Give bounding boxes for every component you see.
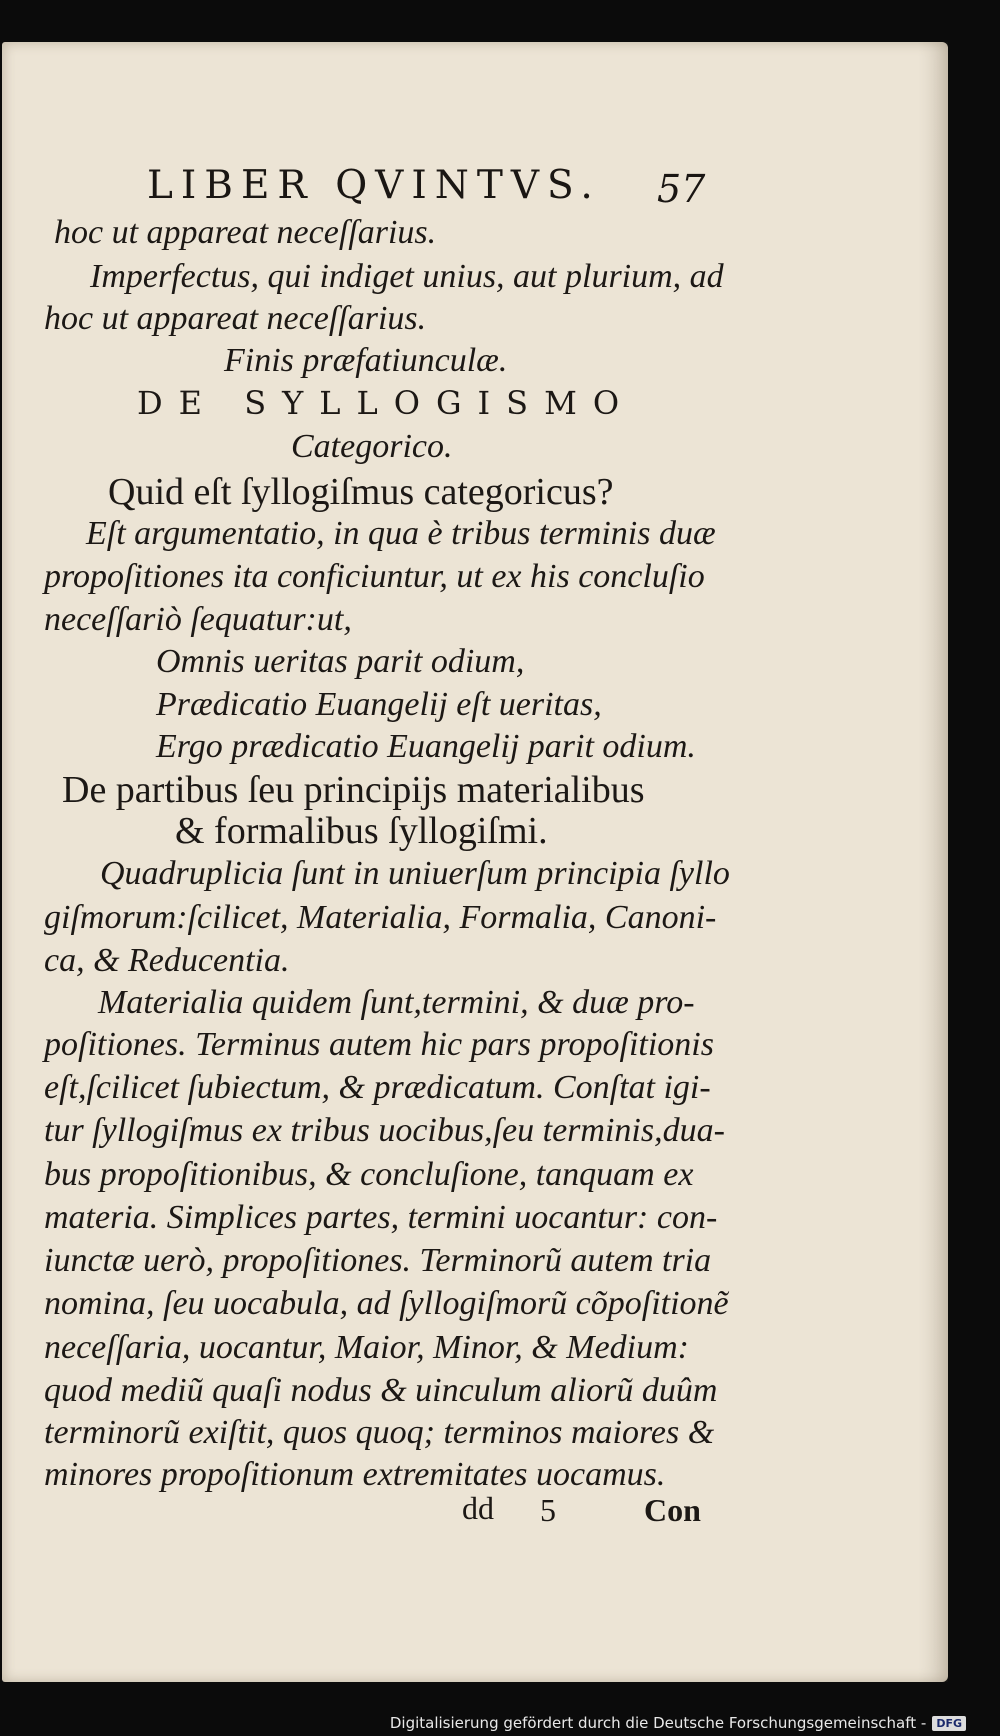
text-line: ca, & Reducentia. — [44, 942, 290, 979]
question-heading: Quid eſt ſyllogiſmus categoricus? — [108, 471, 614, 513]
section-heading: DE SYLLOGISMO — [137, 384, 636, 422]
text-line: giſmorum:ſcilicet, Materialia, Formalia, Canoni- — [44, 899, 717, 936]
subsection-heading: & formalibus ſyllogiſmi. — [175, 810, 548, 852]
text-line: propoſitiones ita conficiuntur, ut ex his concluſio — [44, 558, 705, 595]
text-line: minores propoſitionum extremitates uocamus. — [44, 1456, 666, 1493]
text-line: terminorũ exiſtit, quos quoq; terminos maiores & — [44, 1414, 715, 1451]
text-line: poſitiones. Terminus autem hic pars propoſitionis — [44, 1026, 714, 1063]
text-line: Materialia quidem ſunt,termini, & duæ pro- — [98, 984, 695, 1021]
catchword: Con — [644, 1492, 701, 1528]
dfg-logo: DFG — [932, 1716, 966, 1731]
signature-number: 5 — [540, 1492, 556, 1528]
text-line: eſt,ſcilicet ſubiectum, & prædicatum. Conſtat igi- — [44, 1069, 711, 1106]
book-page — [2, 42, 948, 1682]
text-line: hoc ut appareat neceſſarius. — [54, 214, 437, 251]
text-line: Finis præfatiunculæ. — [224, 342, 508, 379]
text-line: Imperfectus, qui indiget unius, aut plurium, ad — [90, 258, 724, 295]
text-line: quod mediũ quaſi nodus & uinculum aliorũ duûm — [44, 1372, 718, 1409]
text-line: bus propoſitionibus, & concluſione, tanquam ex — [44, 1156, 694, 1193]
page-number: 57 — [657, 167, 706, 211]
signature-mark: dd — [462, 1490, 494, 1526]
syllogism-line: Omnis ueritas parit odium, — [156, 643, 525, 680]
text-line: neceſſariò ſequatur:ut, — [44, 601, 352, 638]
text-line: materia. Simplices partes, termini uocantur: con- — [44, 1199, 718, 1236]
subsection-heading: De partibus ſeu principijs materialibus — [62, 769, 645, 811]
text-line: tur ſyllogiſmus ex tribus uocibus,ſeu terminis,dua- — [44, 1112, 725, 1149]
credit-text: Digitalisierung gefördert durch die Deutsche Forschungsgemeinschaft - — [389, 1714, 927, 1732]
syllogism-line: Prædicatio Euangelij eſt ueritas, — [156, 686, 602, 723]
text-line: Eſt argumentatio, in qua è tribus terminis duæ — [86, 515, 716, 552]
syllogism-line: Ergo prædicatio Euangelij parit odium. — [156, 728, 696, 765]
text-line: hoc ut appareat neceſſarius. — [44, 300, 427, 337]
text-line: neceſſaria, uocantur, Maior, Minor, & Medium: — [44, 1329, 689, 1366]
text-line: nomina, ſeu uocabula, ad ſyllogiſmorũ cõpoſitionẽ — [44, 1285, 729, 1322]
section-subheading: Categorico. — [291, 428, 453, 465]
text-line: Quadruplicia ſunt in uniuerſum principia ſyllo — [100, 855, 730, 892]
text-line: iunctæ uerò, propoſitiones. Terminorũ autem tria — [44, 1242, 712, 1279]
digitization-credit — [390, 1714, 966, 1732]
running-head: LIBER QVINTVS. — [147, 163, 601, 208]
